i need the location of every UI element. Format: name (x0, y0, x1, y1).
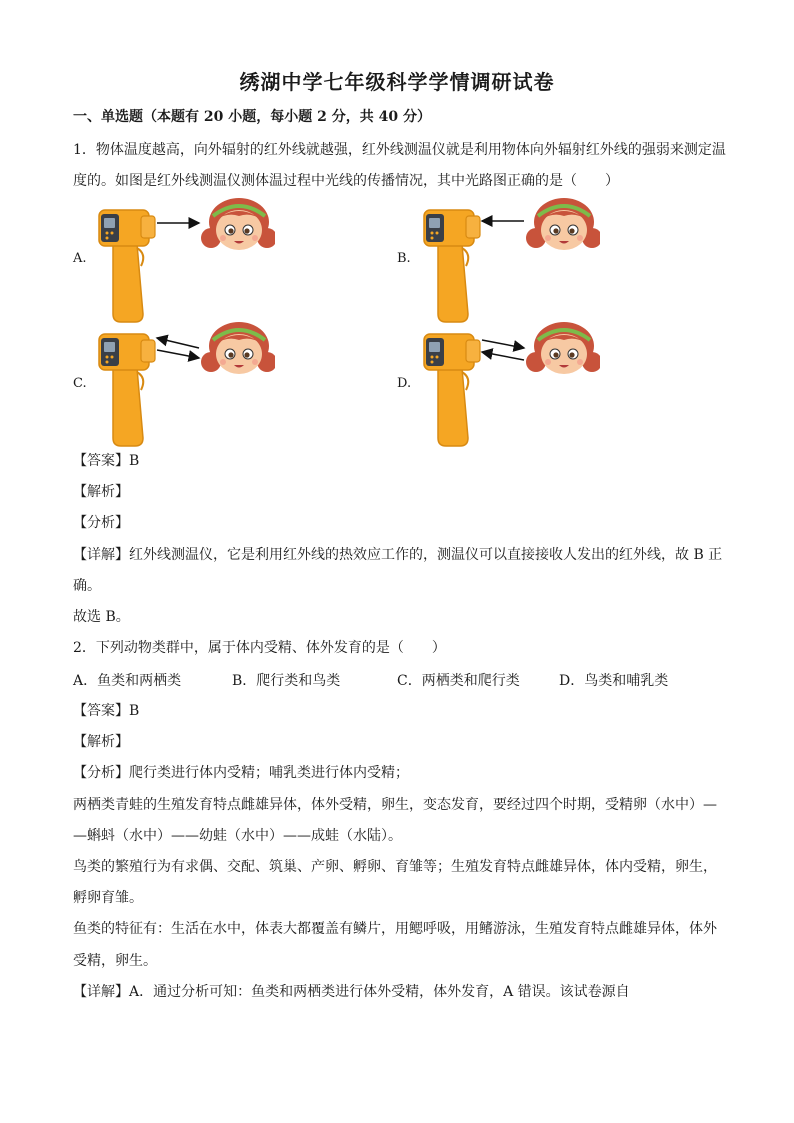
q2-option-b[interactable]: B．爬行类和鸟类 (232, 673, 341, 689)
q2-para1-line1: 两栖类青蛙的生殖发育特点雌雄异体，体外受精，卵生，变态发育，要经过四个时期，受精卵（水中）— (73, 797, 717, 813)
q2-analysis: 【解析】 (73, 734, 129, 750)
q2-option-a[interactable]: A．鱼类和两栖类 (73, 673, 182, 689)
q1-option-c-label: C. (73, 376, 87, 391)
q2-detail: 【详解】A．通过分析可知：鱼类和两栖类进行体外受精，体外发育，A 错误。该试卷源自 (73, 984, 630, 1000)
q2-para3-line1: 鱼类的特征有：生活在水中，体表大都覆盖有鳞片，用鳃呼吸，用鳍游泳，生殖发育特点雌雄异体，体外 (73, 921, 717, 937)
ray-arrow-out (482, 340, 524, 348)
ray-arrow-in (157, 338, 199, 348)
page-title: 绣湖中学七年级科学学情调研试卷 (239, 70, 555, 94)
q1-stem-line1: 1．物体温度越高，向外辐射的红外线就越强，红外线测温仪就是利用物体向外辐射红外线的强弱来测定温 (73, 142, 726, 158)
q1-detail-line1: 【详解】红外线测温仪，它是利用红外线的热效应工作的，测温仪可以直接接收人发出的红外线，故 B 正 (73, 547, 723, 563)
q2-option-c[interactable]: C．两栖类和爬行类 (397, 673, 520, 689)
q1-option-b-label: B. (397, 251, 411, 266)
q1-stem-line2: 度的。如图是红外线测温仪测体温过程中光线的传播情况，其中光路图正确的是（ ） (73, 173, 619, 189)
q2-para3-line2: 受精，卵生。 (73, 953, 157, 969)
q2-para2-line1: 鸟类的繁殖行为有求偶、交配、筑巢、产卵、孵卵、育雏等；生殖发育特点雌雄异体，体内受精，卵生， (73, 859, 717, 875)
q1-option-b-figure[interactable] (420, 196, 600, 326)
q2-option-d[interactable]: D．鸟类和哺乳类 (559, 673, 669, 689)
q2-stem: 2．下列动物类群中，属于体内受精、体外发育的是（ ） (73, 640, 446, 656)
q1-answer: 【答案】B (73, 453, 140, 469)
q1-fenxi: 【分析】 (73, 515, 129, 531)
q1-option-a-label: A. (73, 251, 87, 266)
q1-option-c-figure[interactable] (95, 318, 275, 448)
q1-option-d-label: D. (397, 376, 412, 391)
q1-conclusion: 故选 B。 (73, 609, 130, 625)
q1-option-a-figure[interactable] (95, 196, 275, 326)
q2-fenxi: 【分析】爬行类进行体内受精；哺乳类进行体内受精； (73, 765, 409, 781)
ray-arrow-in (482, 352, 524, 360)
q2-para2-line2: 孵卵育雏。 (73, 890, 143, 906)
q2-para1-line2: —蝌蚪（水中）——幼蛙（水中）——成蛙（水陆）。 (73, 828, 402, 844)
ray-arrow-out (157, 350, 199, 358)
q1-analysis: 【解析】 (73, 484, 129, 500)
section-heading: 一、单选题（本题有 20 小题，每小题 2 分，共 40 分） (73, 109, 431, 125)
q1-option-d-figure[interactable] (420, 318, 600, 448)
q2-answer: 【答案】B (73, 703, 140, 719)
q1-detail-line2: 确。 (73, 578, 101, 594)
